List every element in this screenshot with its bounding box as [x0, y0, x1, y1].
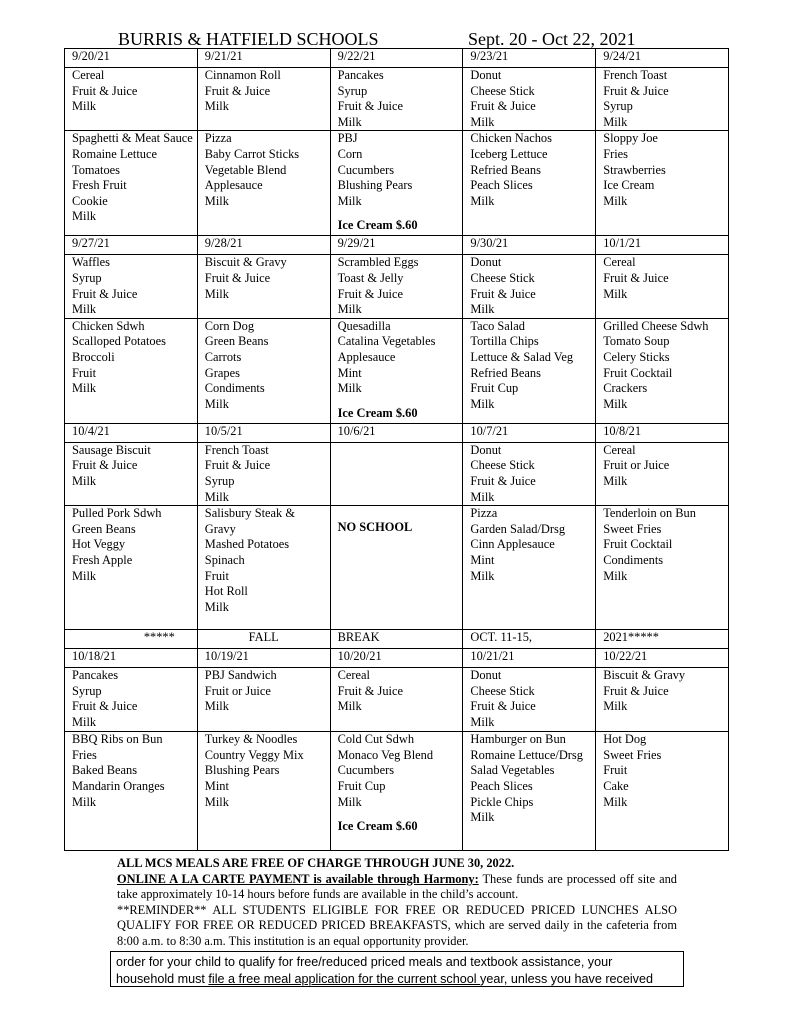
lunch-item: Mint [337, 365, 362, 380]
lunch-item: Tomatoes [72, 162, 120, 177]
lunch-item: Fruit [72, 365, 97, 380]
breakfast-item: Pancakes [337, 68, 384, 82]
breakfast-cell [197, 255, 330, 318]
breakfast-item: Cinnamon Roll [204, 68, 281, 82]
breakfast-item: Syrup [72, 270, 102, 285]
breakfast-item: Fruit & Juice [603, 270, 669, 285]
breakfast-row [65, 255, 729, 318]
lunch-item: Strawberries [603, 162, 666, 177]
day-date: 10/21/21 [463, 649, 596, 668]
lunch-item: Peach Slices [470, 778, 533, 793]
lunch-item: Fresh Fruit [72, 178, 127, 193]
breakfast-item: Milk [337, 699, 362, 714]
fall-break-cell: BREAK [330, 630, 463, 649]
ice-cream-price: Ice Cream $.60 [337, 405, 418, 420]
lunch-item: Corn Dog [204, 318, 255, 333]
breakfast-cell [65, 668, 198, 732]
breakfast-item: Milk [337, 302, 362, 317]
breakfast-item: Fruit & Juice [470, 699, 536, 714]
breakfast-cell [330, 68, 463, 131]
breakfast-cell [65, 255, 198, 318]
meal-application-link[interactable]: file a free meal application for the current school [208, 971, 481, 986]
breakfast-item: Toast & Jelly [337, 270, 404, 285]
no-school-label: NO SCHOOL [337, 520, 413, 535]
lunch-item: Applesauce [204, 178, 263, 193]
breakfast-row [65, 68, 729, 131]
lunch-item: Cake [603, 778, 629, 793]
lunch-item: Gravy [204, 521, 236, 536]
breakfast-cell [330, 442, 463, 505]
week-date-row [65, 49, 729, 68]
breakfast-item: Biscuit & Gravy [204, 255, 287, 270]
breakfast-item: Donut [470, 442, 502, 457]
lunch-item: Milk [204, 794, 229, 809]
breakfast-item: Cereal [603, 255, 636, 270]
breakfast-cell [596, 668, 729, 732]
lunch-item: Refried Beans [470, 162, 541, 177]
breakfast-item: Milk [72, 302, 97, 317]
lunch-item: Grilled Cheese Sdwh [603, 318, 709, 333]
breakfast-item: Milk [337, 114, 362, 129]
lunch-item: BBQ Ribs on Bun [72, 732, 163, 747]
breakfast-item: Scrambled Eggs [337, 255, 419, 270]
lunch-item: Taco Salad [470, 318, 525, 333]
breakfast-cell [596, 442, 729, 505]
breakfast-item: Milk [72, 99, 97, 114]
lunch-item: Refried Beans [470, 365, 541, 380]
day-date: 10/1/21 [596, 236, 729, 255]
lunch-item: Country Veggy Mix [204, 747, 304, 762]
breakfast-item: Fruit & Juice [204, 270, 271, 285]
breakfast-cell [463, 68, 596, 131]
breakfast-cell [65, 68, 198, 131]
meal-application-notice [110, 951, 684, 987]
breakfast-cell [463, 255, 596, 318]
lunch-item: Milk [603, 396, 628, 411]
lunch-cell [596, 318, 729, 423]
lunch-item: Salad Vegetables [470, 763, 555, 778]
lunch-item: Fresh Apple [72, 552, 133, 567]
lunch-item: Spaghetti & Meat Sauce [72, 131, 193, 146]
lunch-item: Fruit Cup [470, 381, 519, 396]
lunch-item: Cold Cut Sdwh [337, 732, 415, 747]
breakfast-item: Fruit & Juice [72, 83, 138, 98]
breakfast-item: Cheese Stick [470, 270, 535, 285]
lunch-item: Milk [470, 396, 495, 411]
lunch-cell [596, 131, 729, 236]
lunch-cell [65, 318, 198, 423]
lunch-item: Baked Beans [72, 763, 138, 778]
week-date-row [65, 649, 729, 668]
day-date: 10/18/21 [65, 649, 198, 668]
lunch-item: Milk [603, 794, 628, 809]
reminder-note: **REMINDER** ALL STUDENTS ELIGIBLE FOR FREE OR REDUCED PRICED LUNCHES ALSO QUALIFY FOR FREE OR REDUCED PRICED BREAKFASTS, which are served daily in the cafeteria from 8:00 a.m. to 8:30 a.m. This institution is an equal opportunity provider. [117, 902, 677, 948]
ice-cream-price: Ice Cream $.60 [337, 819, 418, 834]
breakfast-item: Fruit & Juice [470, 99, 536, 114]
lunch-item: Baby Carrot Sticks [204, 146, 300, 161]
breakfast-cell [596, 68, 729, 131]
day-date: 10/8/21 [596, 423, 729, 442]
lunch-item: Condiments [204, 381, 265, 396]
day-date: 9/23/21 [463, 49, 596, 68]
lunch-cell [65, 732, 198, 851]
ice-cream-price: Ice Cream $.60 [337, 218, 418, 233]
menu-table [64, 48, 729, 851]
breakfast-item: Fruit & Juice [204, 83, 271, 98]
day-date: 10/5/21 [197, 423, 330, 442]
breakfast-cell [330, 668, 463, 732]
breakfast-item: Cereal [337, 668, 370, 683]
lunch-cell [463, 131, 596, 236]
lunch-item: Mint [470, 552, 495, 567]
fall-break-cell: OCT. 11-15, [463, 630, 596, 649]
day-date: 9/24/21 [596, 49, 729, 68]
lunch-item: Fruit [204, 568, 229, 583]
breakfast-item: Fruit & Juice [603, 83, 669, 98]
lunch-row [65, 131, 729, 236]
breakfast-item: Donut [470, 68, 502, 82]
breakfast-cell [197, 68, 330, 131]
lunch-cell [596, 506, 729, 630]
online-payment-note [117, 872, 677, 903]
lunch-item: Iceberg Lettuce [470, 146, 548, 161]
lunch-cell [197, 506, 330, 630]
breakfast-item: Biscuit & Gravy [603, 668, 686, 683]
lunch-row [65, 318, 729, 423]
lunch-item: Romaine Lettuce [72, 146, 157, 161]
lunch-item: Milk [72, 794, 97, 809]
lunch-cell [463, 318, 596, 423]
lunch-item: Milk [204, 599, 229, 614]
lunch-cell [596, 732, 729, 851]
footer-notes [117, 856, 677, 950]
lunch-item: Cucumbers [337, 162, 395, 177]
lunch-item: PBJ [337, 131, 358, 146]
breakfast-item: PBJ Sandwich [204, 668, 277, 683]
lunch-item: Garden Salad/Drsg [470, 521, 566, 536]
notice-line-2-start: household must [116, 971, 209, 986]
breakfast-item: French Toast [204, 442, 269, 457]
breakfast-item: Milk [603, 473, 628, 488]
lunch-item: Quesadilla [337, 318, 391, 333]
lunch-item: Milk [204, 193, 229, 208]
lunch-item: Peach Slices [470, 178, 533, 193]
lunch-item: Sweet Fries [603, 521, 662, 536]
fall-break-cell: FALL [197, 630, 330, 649]
lunch-item: Green Beans [204, 334, 269, 349]
fall-break-cell: 2021***** [596, 630, 729, 649]
lunch-item: Crackers [603, 381, 648, 396]
breakfast-item: Donut [470, 668, 502, 683]
free-meals-note: ALL MCS MEALS ARE FREE OF CHARGE THROUGH JUNE 30, 2022. [117, 856, 515, 870]
breakfast-item: Fruit or Juice [603, 458, 670, 473]
breakfast-item: Fruit & Juice [72, 699, 138, 714]
lunch-item: Tenderloin on Bun [603, 506, 696, 521]
lunch-item: Fries [603, 146, 628, 161]
lunch-cell [330, 131, 463, 236]
breakfast-item: Syrup [72, 683, 102, 698]
day-date: 9/29/21 [330, 236, 463, 255]
lunch-item: Mandarin Oranges [72, 778, 165, 793]
lunch-item: Condiments [603, 552, 664, 567]
lunch-item: Pizza [470, 506, 498, 521]
lunch-item: Monaco Veg Blend [337, 747, 434, 762]
lunch-item: Tortilla Chips [470, 334, 539, 349]
lunch-item: Milk [72, 568, 97, 583]
breakfast-item: Milk [204, 99, 229, 114]
breakfast-cell [463, 668, 596, 732]
lunch-item: Milk [337, 381, 362, 396]
lunch-item: Hamburger on Bun [470, 732, 566, 747]
lunch-item: Broccoli [72, 349, 115, 364]
breakfast-item: Fruit & Juice [470, 473, 536, 488]
breakfast-row [65, 668, 729, 732]
day-date: 10/20/21 [330, 649, 463, 668]
day-date: 9/30/21 [463, 236, 596, 255]
day-date: 9/20/21 [65, 49, 198, 68]
lunch-item: Milk [603, 193, 628, 208]
breakfast-item: Cereal [603, 442, 636, 457]
lunch-item: Chicken Nachos [470, 131, 552, 146]
lunch-cell [65, 506, 198, 630]
lunch-item: Milk [72, 209, 97, 224]
week-date-row [65, 423, 729, 442]
lunch-item: Corn [337, 146, 363, 161]
breakfast-cell [197, 668, 330, 732]
lunch-item: Fries [72, 747, 97, 762]
breakfast-item: Fruit & Juice [337, 286, 403, 301]
breakfast-item: Fruit & Juice [72, 458, 138, 473]
breakfast-cell [463, 442, 596, 505]
day-date: 10/19/21 [197, 649, 330, 668]
lunch-item: Mashed Potatoes [204, 537, 290, 552]
breakfast-item: Fruit & Juice [204, 458, 271, 473]
breakfast-item: Milk [204, 489, 229, 504]
lunch-item: Milk [470, 568, 495, 583]
breakfast-item: Fruit & Juice [603, 683, 669, 698]
school-title: BURRIS & HATFIELD SCHOOLS [118, 29, 379, 49]
breakfast-item: Cheese Stick [470, 683, 535, 698]
lunch-item: Pulled Pork Sdwh [72, 506, 162, 521]
breakfast-item: Cereal [72, 68, 105, 82]
lunch-item: Green Beans [72, 521, 136, 536]
lunch-item: Turkey & Noodles [204, 732, 298, 747]
breakfast-item: Pancakes [72, 668, 119, 683]
breakfast-item: Fruit & Juice [470, 286, 536, 301]
lunch-item: Chicken Sdwh [72, 318, 145, 333]
lunch-cell [197, 732, 330, 851]
online-payment-text: These funds are processed off site and take approximately 10-14 hours before funds are available in the child’s account. [117, 871, 677, 902]
breakfast-item: Milk [470, 489, 495, 504]
lunch-cell [330, 506, 463, 630]
day-date: 10/4/21 [65, 423, 198, 442]
lunch-item: Fruit [603, 763, 628, 778]
lunch-item: Celery Sticks [603, 349, 670, 364]
lunch-cell [197, 131, 330, 236]
breakfast-cell [65, 442, 198, 505]
lunch-cell [463, 506, 596, 630]
lunch-row [65, 506, 729, 630]
lunch-item: Spinach [204, 552, 245, 567]
breakfast-cell [197, 442, 330, 505]
lunch-item: Vegetable Blend [204, 162, 287, 177]
fall-break-row [65, 630, 729, 649]
lunch-item: Blushing Pears [337, 178, 413, 193]
day-date: 9/28/21 [197, 236, 330, 255]
breakfast-item: Syrup [204, 473, 235, 488]
lunch-item: Lettuce & Salad Veg [470, 349, 574, 364]
breakfast-item: Milk [72, 714, 97, 729]
lunch-cell [463, 732, 596, 851]
breakfast-cell [330, 255, 463, 318]
lunch-item: Milk [470, 193, 495, 208]
lunch-cell [197, 318, 330, 423]
breakfast-item: Sausage Biscuit [72, 442, 151, 457]
lunch-item: Milk [337, 794, 362, 809]
breakfast-item: Milk [470, 714, 495, 729]
lunch-item: Milk [603, 568, 628, 583]
lunch-item: Hot Dog [603, 732, 647, 747]
lunch-row [65, 732, 729, 851]
lunch-item: Applesauce [337, 349, 396, 364]
breakfast-cell [596, 255, 729, 318]
lunch-item: Cinn Applesauce [470, 537, 555, 552]
breakfast-item: Syrup [603, 99, 633, 114]
lunch-cell [65, 131, 198, 236]
lunch-item: Catalina Vegetables [337, 334, 436, 349]
lunch-cell [330, 732, 463, 851]
lunch-item: Cookie [72, 193, 108, 208]
breakfast-item: French Toast [603, 68, 668, 82]
lunch-item: Tomato Soup [603, 334, 670, 349]
lunch-item: Cucumbers [337, 763, 395, 778]
lunch-item: Salisbury Steak & [204, 506, 295, 521]
breakfast-item: Milk [603, 286, 628, 301]
breakfast-item: Milk [603, 114, 628, 129]
notice-line-1: order for your child to qualify for free/reduced priced meals and textbook assistance, your [116, 955, 613, 969]
breakfast-item: Milk [204, 286, 229, 301]
date-range: Sept. 20 - Oct 22, 2021 [468, 29, 636, 49]
lunch-item: Scalloped Potatoes [72, 334, 166, 349]
lunch-item: Pizza [204, 131, 232, 146]
day-date: 10/22/21 [596, 649, 729, 668]
breakfast-row [65, 442, 729, 505]
notice-line-2-end: year, unless you have received [480, 971, 653, 986]
lunch-item: Blushing Pears [204, 763, 280, 778]
lunch-item: Romaine Lettuce/Drsg [470, 747, 583, 762]
lunch-item: Fruit Cup [337, 778, 386, 793]
breakfast-item: Milk [470, 302, 495, 317]
lunch-item: Milk [470, 810, 495, 825]
breakfast-item: Cheese Stick [470, 458, 535, 473]
lunch-item: Sloppy Joe [603, 131, 658, 146]
breakfast-item: Fruit or Juice [204, 683, 271, 698]
lunch-item: Ice Cream [603, 178, 655, 193]
online-payment-label: ONLINE A LA CARTE PAYMENT is available through Harmony: [117, 871, 479, 886]
lunch-item: Carrots [204, 349, 242, 364]
lunch-item: Grapes [204, 365, 240, 380]
lunch-cell [330, 318, 463, 423]
breakfast-item: Waffles [72, 255, 110, 270]
breakfast-item: Milk [204, 699, 229, 714]
day-date: 9/27/21 [65, 236, 198, 255]
lunch-item: Fruit Cocktail [603, 365, 673, 380]
breakfast-item: Donut [470, 255, 502, 270]
day-date: 10/7/21 [463, 423, 596, 442]
breakfast-item: Fruit & Juice [337, 99, 403, 114]
breakfast-item: Fruit & Juice [337, 683, 403, 698]
breakfast-item: Fruit & Juice [72, 286, 138, 301]
breakfast-item: Milk [72, 473, 97, 488]
lunch-item: Milk [204, 396, 229, 411]
day-date: 9/22/21 [330, 49, 463, 68]
week-date-row [65, 236, 729, 255]
lunch-item: Milk [337, 193, 362, 208]
day-date: 10/6/21 [330, 423, 463, 442]
lunch-item: Milk [72, 381, 97, 396]
lunch-item: Fruit Cocktail [603, 537, 673, 552]
breakfast-item: Milk [470, 114, 495, 129]
lunch-item: Sweet Fries [603, 747, 662, 762]
breakfast-item: Milk [603, 699, 628, 714]
fall-break-cell: ***** [65, 630, 198, 649]
day-date: 9/21/21 [197, 49, 330, 68]
lunch-item: Mint [204, 778, 229, 793]
lunch-item: Pickle Chips [470, 794, 534, 809]
breakfast-item: Cheese Stick [470, 83, 535, 98]
lunch-item: Hot Roll [204, 584, 248, 599]
lunch-item: Hot Veggy [72, 537, 126, 552]
breakfast-item: Syrup [337, 83, 368, 98]
